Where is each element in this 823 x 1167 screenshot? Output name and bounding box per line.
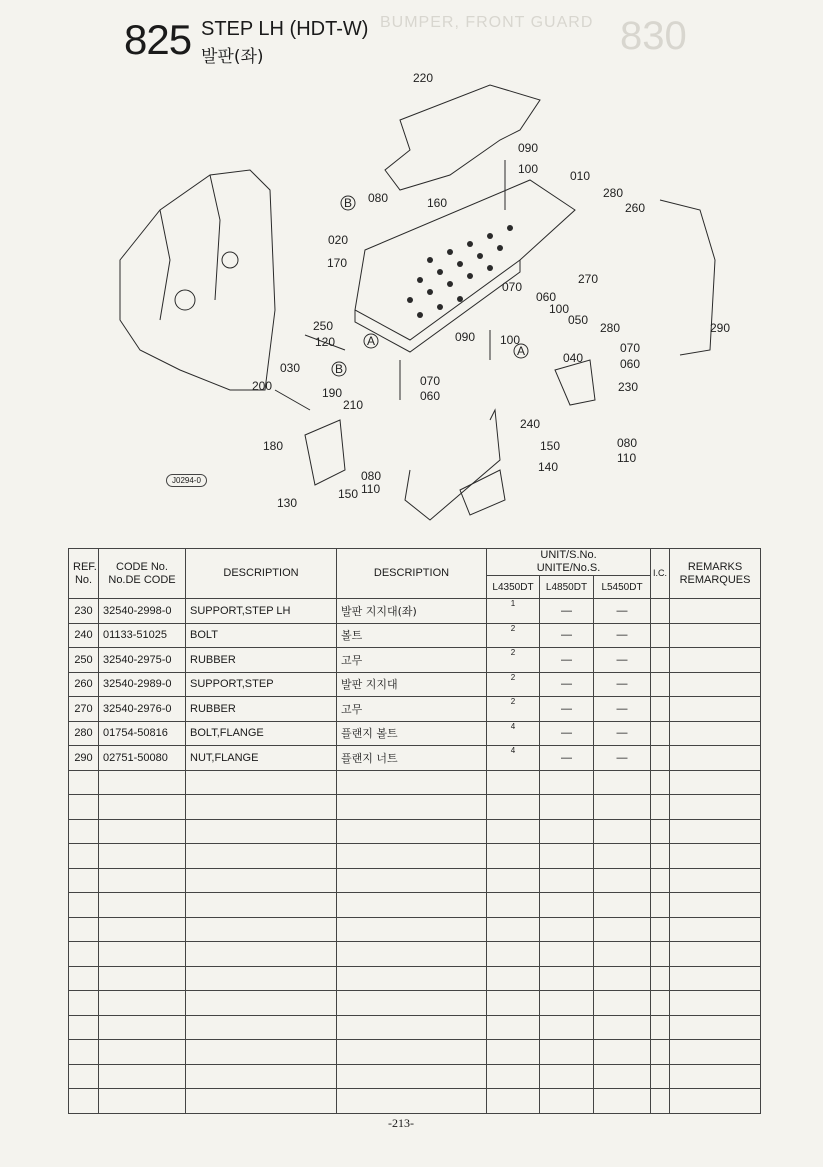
remarks-cell	[670, 868, 761, 893]
code-cell: 02751-50080	[99, 746, 186, 771]
ref-cell: 230	[69, 599, 99, 624]
description-ko-cell: 플랜지 볼트	[337, 721, 487, 746]
description-en-cell	[186, 1064, 337, 1089]
ref-cell: 280	[69, 721, 99, 746]
header-description-en: DESCRIPTION	[186, 549, 337, 599]
ref-cell	[69, 942, 99, 967]
code-cell: 32540-2998-0	[99, 599, 186, 624]
qty-cell: 2	[487, 623, 540, 648]
table-row	[69, 672, 761, 697]
code-cell	[99, 1040, 186, 1065]
marker-letter: B	[344, 196, 353, 210]
remarks-cell	[670, 672, 761, 697]
description-en-cell: RUBBER	[186, 648, 337, 673]
description-ko-cell: 고무	[337, 697, 487, 722]
callout-label: 170	[327, 256, 348, 270]
callout-label: 240	[520, 417, 541, 431]
empty-table-row	[69, 1089, 761, 1114]
qty-cell: 2	[487, 672, 540, 697]
qty-cell	[594, 893, 651, 918]
callout-label: 250	[313, 319, 334, 333]
qty-cell	[540, 868, 594, 893]
remarks-cell	[670, 844, 761, 869]
description-en-cell	[186, 1089, 337, 1114]
section-number: 825	[124, 16, 192, 63]
code-cell	[99, 868, 186, 893]
remarks-cell	[670, 623, 761, 648]
callout-label: 260	[625, 201, 646, 215]
qty-cell: —	[540, 697, 594, 722]
ref-cell	[69, 991, 99, 1016]
ref-cell: 290	[69, 746, 99, 771]
code-cell	[99, 844, 186, 869]
qty-cell	[487, 1064, 540, 1089]
qty-cell	[540, 1089, 594, 1114]
table-row	[69, 746, 761, 771]
description-en-cell: BOLT	[186, 623, 337, 648]
qty-cell: —	[540, 599, 594, 624]
callout-label: 210	[343, 398, 364, 412]
qty-cell	[594, 844, 651, 869]
callout-label: 270	[578, 272, 599, 286]
qty-cell	[487, 1015, 540, 1040]
qty-cell: —	[540, 623, 594, 648]
remarks-cell	[670, 795, 761, 820]
callout-label: 280	[600, 321, 621, 335]
remarks-cell	[670, 893, 761, 918]
code-cell: 32540-2975-0	[99, 648, 186, 673]
remarks-cell	[670, 1064, 761, 1089]
ic-cell	[651, 991, 670, 1016]
remarks-cell	[670, 1089, 761, 1114]
ic-cell	[651, 966, 670, 991]
callout-label: 100	[518, 162, 539, 176]
description-ko-cell: 플랜지 너트	[337, 746, 487, 771]
ic-cell	[651, 599, 670, 624]
code-cell	[99, 770, 186, 795]
description-en-cell: SUPPORT,STEP LH	[186, 599, 337, 624]
code-cell: 32540-2976-0	[99, 697, 186, 722]
callout-label: 110	[361, 482, 381, 496]
page-title-korean: 발판(좌)	[201, 47, 264, 67]
marker-letter: A	[367, 334, 376, 348]
callout-label: 080	[368, 191, 389, 205]
header-ref: REF. No.	[69, 549, 99, 599]
remarks-cell	[670, 697, 761, 722]
table-row	[69, 648, 761, 673]
ref-cell: 250	[69, 648, 99, 673]
ref-cell	[69, 819, 99, 844]
table-row	[69, 697, 761, 722]
description-en-cell	[186, 942, 337, 967]
callout-label: 040	[563, 351, 584, 365]
qty-cell	[594, 991, 651, 1016]
qty-cell	[594, 795, 651, 820]
empty-table-row	[69, 795, 761, 820]
callout-label: 030	[280, 361, 301, 375]
qty-cell	[487, 868, 540, 893]
description-ko-cell: 볼트	[337, 623, 487, 648]
callout-label: 180	[263, 439, 284, 453]
ref-cell	[69, 795, 99, 820]
description-en-cell	[186, 893, 337, 918]
ic-cell	[651, 721, 670, 746]
ic-cell	[651, 1064, 670, 1089]
ic-cell	[651, 1089, 670, 1114]
ic-cell	[651, 648, 670, 673]
callout-label: 220	[413, 71, 434, 85]
callout-label: 070	[502, 280, 523, 294]
callout-label: 230	[618, 380, 639, 394]
ic-cell	[651, 672, 670, 697]
remarks-cell	[670, 917, 761, 942]
description-en-cell	[186, 819, 337, 844]
qty-cell	[540, 893, 594, 918]
header-remarks: REMARKS REMARQUES	[670, 549, 761, 599]
callout-label: 280	[603, 186, 624, 200]
diagram-reference-tag: J0294-0	[166, 474, 207, 487]
code-cell	[99, 1015, 186, 1040]
qty-cell	[487, 893, 540, 918]
header-model: L4850DT	[540, 576, 594, 599]
description-en-cell	[186, 1040, 337, 1065]
callout-label: 110	[617, 451, 637, 465]
code-cell	[99, 819, 186, 844]
qty-cell	[540, 1064, 594, 1089]
qty-cell	[594, 819, 651, 844]
callout-label: 060	[620, 357, 641, 371]
description-ko-cell	[337, 917, 487, 942]
description-ko-cell	[337, 844, 487, 869]
qty-cell	[540, 770, 594, 795]
callout-label: 090	[518, 141, 539, 155]
qty-cell: 2	[487, 648, 540, 673]
callout-label: 190	[322, 386, 343, 400]
empty-table-row	[69, 819, 761, 844]
description-ko-cell	[337, 819, 487, 844]
description-en-cell: BOLT,FLANGE	[186, 721, 337, 746]
qty-cell	[540, 1015, 594, 1040]
header-unit: UNIT/S.No. UNITE/No.S.	[487, 549, 651, 576]
ref-cell: 240	[69, 623, 99, 648]
code-cell	[99, 893, 186, 918]
ref-cell	[69, 1015, 99, 1040]
qty-cell: —	[594, 623, 651, 648]
qty-cell	[540, 819, 594, 844]
page-number: -213-	[388, 1116, 414, 1130]
qty-cell	[487, 770, 540, 795]
description-ko-cell	[337, 966, 487, 991]
ref-cell	[69, 1064, 99, 1089]
qty-cell	[487, 917, 540, 942]
qty-cell	[594, 1089, 651, 1114]
qty-cell	[487, 1089, 540, 1114]
code-cell: 01133-51025	[99, 623, 186, 648]
empty-table-row	[69, 966, 761, 991]
table-row	[69, 721, 761, 746]
code-cell: 32540-2989-0	[99, 672, 186, 697]
empty-table-row	[69, 1015, 761, 1040]
ref-cell	[69, 1089, 99, 1114]
description-ko-cell	[337, 1089, 487, 1114]
callout-label: 010	[570, 169, 591, 183]
ic-cell	[651, 623, 670, 648]
ic-cell	[651, 795, 670, 820]
ref-cell	[69, 844, 99, 869]
qty-cell	[487, 942, 540, 967]
qty-cell: —	[594, 672, 651, 697]
description-ko-cell	[337, 942, 487, 967]
empty-table-row	[69, 770, 761, 795]
description-ko-cell	[337, 1064, 487, 1089]
qty-cell	[540, 844, 594, 869]
qty-cell: —	[594, 599, 651, 624]
description-ko-cell	[337, 893, 487, 918]
description-ko-cell	[337, 991, 487, 1016]
ic-cell	[651, 746, 670, 771]
description-en-cell: RUBBER	[186, 697, 337, 722]
qty-cell	[540, 1040, 594, 1065]
description-en-cell	[186, 844, 337, 869]
code-cell	[99, 942, 186, 967]
ref-cell	[69, 966, 99, 991]
empty-table-row	[69, 1064, 761, 1089]
empty-table-row	[69, 844, 761, 869]
callout-label: 090	[455, 330, 476, 344]
empty-table-row	[69, 917, 761, 942]
qty-cell: 2	[487, 697, 540, 722]
qty-cell	[487, 991, 540, 1016]
callout-label: 060	[420, 389, 441, 403]
qty-cell	[594, 868, 651, 893]
header-code: CODE No. No.DE CODE	[99, 549, 186, 599]
description-en-cell	[186, 868, 337, 893]
description-en-cell	[186, 991, 337, 1016]
code-cell	[99, 795, 186, 820]
description-en-cell	[186, 917, 337, 942]
callout-label: 060	[536, 290, 557, 304]
callout-label: 070	[620, 341, 641, 355]
qty-cell	[594, 966, 651, 991]
description-ko-cell	[337, 868, 487, 893]
description-en-cell: NUT,FLANGE	[186, 746, 337, 771]
callout-label: 160	[427, 196, 448, 210]
description-en-cell	[186, 1015, 337, 1040]
callout-label: 200	[252, 379, 273, 393]
callout-label: 070	[420, 374, 441, 388]
remarks-cell	[670, 819, 761, 844]
callout-label: 100	[500, 333, 521, 347]
description-en-cell: SUPPORT,STEP	[186, 672, 337, 697]
qty-cell	[540, 966, 594, 991]
description-ko-cell: 발판 지지대(좌)	[337, 599, 487, 624]
remarks-cell	[670, 1015, 761, 1040]
code-cell	[99, 966, 186, 991]
qty-cell	[540, 795, 594, 820]
header-model: L4350DT	[487, 576, 540, 599]
ic-cell	[651, 893, 670, 918]
qty-cell	[594, 770, 651, 795]
remarks-cell	[670, 746, 761, 771]
empty-table-row	[69, 893, 761, 918]
ref-cell	[69, 1040, 99, 1065]
qty-cell: 4	[487, 721, 540, 746]
callout-label: 120	[315, 335, 336, 349]
callout-label: 020	[328, 233, 349, 247]
qty-cell: —	[594, 697, 651, 722]
qty-cell	[594, 917, 651, 942]
qty-cell: —	[594, 746, 651, 771]
qty-cell	[594, 1064, 651, 1089]
ic-cell	[651, 697, 670, 722]
ref-cell	[69, 917, 99, 942]
code-cell	[99, 991, 186, 1016]
ic-cell	[651, 819, 670, 844]
qty-cell: —	[540, 648, 594, 673]
callout-label: 050	[568, 313, 589, 327]
ref-cell	[69, 893, 99, 918]
marker-letter: B	[335, 362, 344, 376]
callout-label: 290	[710, 321, 731, 335]
callout-label: 150	[338, 487, 359, 501]
qty-cell	[540, 942, 594, 967]
empty-table-row	[69, 991, 761, 1016]
description-ko-cell	[337, 1015, 487, 1040]
remarks-cell	[670, 942, 761, 967]
page-title: STEP LH (HDT-W)	[201, 18, 369, 40]
ic-cell	[651, 917, 670, 942]
qty-cell	[594, 942, 651, 967]
qty-cell	[540, 991, 594, 1016]
ic-cell	[651, 942, 670, 967]
header-ic: I.C.	[651, 549, 670, 599]
callout-label: 080	[361, 469, 382, 483]
remarks-cell	[670, 966, 761, 991]
description-en-cell	[186, 966, 337, 991]
bleed-through-number: 830	[620, 14, 687, 58]
code-cell	[99, 917, 186, 942]
marker-letter: A	[517, 344, 526, 358]
header-description-ko: DESCRIPTION	[337, 549, 487, 599]
parts-table	[68, 548, 761, 1114]
remarks-cell	[670, 721, 761, 746]
qty-cell	[487, 966, 540, 991]
qty-cell: —	[540, 672, 594, 697]
qty-cell: —	[594, 721, 651, 746]
code-cell	[99, 1089, 186, 1114]
description-en-cell	[186, 770, 337, 795]
ic-cell	[651, 844, 670, 869]
description-ko-cell	[337, 795, 487, 820]
remarks-cell	[670, 648, 761, 673]
ic-cell	[651, 1040, 670, 1065]
callout-label: 130	[277, 496, 298, 510]
qty-cell: —	[594, 648, 651, 673]
empty-table-row	[69, 868, 761, 893]
description-ko-cell: 발판 지지대	[337, 672, 487, 697]
callout-label: 140	[538, 460, 559, 474]
ic-cell	[651, 770, 670, 795]
table-row	[69, 599, 761, 624]
qty-cell: 4	[487, 746, 540, 771]
ic-cell	[651, 1015, 670, 1040]
code-cell: 01754-50816	[99, 721, 186, 746]
callout-label: 100	[549, 302, 570, 316]
ic-cell	[651, 868, 670, 893]
callout-label: 150	[540, 439, 561, 453]
ref-cell	[69, 770, 99, 795]
qty-cell	[487, 1040, 540, 1065]
qty-cell	[487, 795, 540, 820]
qty-cell: —	[540, 721, 594, 746]
bleed-through-text: BUMPER, FRONT GUARD	[380, 14, 594, 31]
description-ko-cell	[337, 770, 487, 795]
qty-cell	[594, 1040, 651, 1065]
table-row	[69, 623, 761, 648]
empty-table-row	[69, 942, 761, 967]
description-ko-cell: 고무	[337, 648, 487, 673]
empty-table-row	[69, 1040, 761, 1065]
header-model: L5450DT	[594, 576, 651, 599]
callout-label: 080	[617, 436, 638, 450]
qty-cell	[487, 819, 540, 844]
ref-cell	[69, 868, 99, 893]
remarks-cell	[670, 1040, 761, 1065]
qty-cell: —	[540, 746, 594, 771]
qty-cell	[540, 917, 594, 942]
code-cell	[99, 1064, 186, 1089]
exploded-parts-diagram	[100, 60, 760, 530]
ref-cell: 260	[69, 672, 99, 697]
qty-cell: 1	[487, 599, 540, 624]
description-en-cell	[186, 795, 337, 820]
qty-cell	[594, 1015, 651, 1040]
remarks-cell	[670, 599, 761, 624]
ref-cell: 270	[69, 697, 99, 722]
remarks-cell	[670, 991, 761, 1016]
qty-cell	[487, 844, 540, 869]
remarks-cell	[670, 770, 761, 795]
description-ko-cell	[337, 1040, 487, 1065]
